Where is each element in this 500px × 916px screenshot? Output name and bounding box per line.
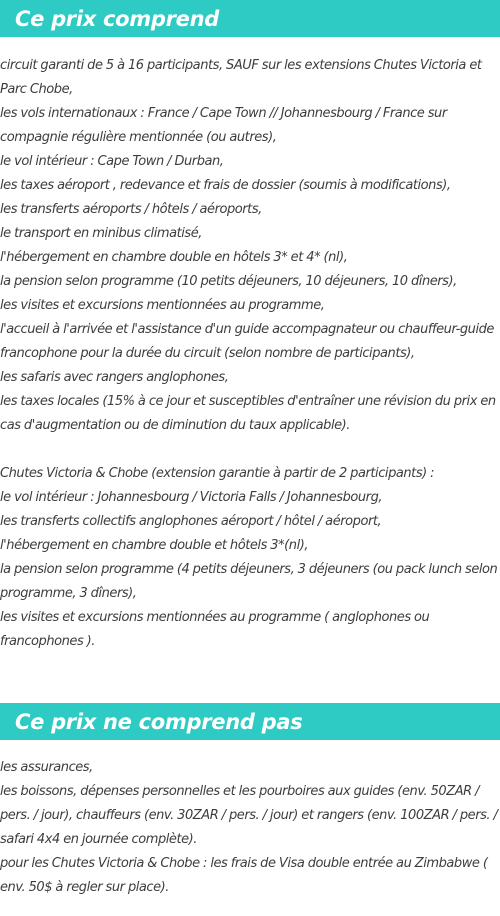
spacer — [0, 438, 500, 462]
included-list — [0, 54, 500, 654]
included-title: Ce prix comprend — [15, 6, 219, 31]
included-header — [0, 0, 500, 37]
list-item: pour les Chutes Victoria & Chobe : les frais de Visa double entrée au Zimbabwe ( env. 50$ à regler sur place). — [0, 856, 488, 895]
list-item: la pension selon programme (4 petits déjeuners, 3 déjeuners (ou pack lunch selon programme, 3 dîners), — [0, 562, 498, 601]
excluded-title: Ce prix ne comprend pas — [15, 709, 303, 734]
list-item: les transferts collectifs anglophones aéroport / hôtel / aéroport, — [0, 514, 382, 529]
list-item: l'hébergement en chambre double et hôtels 3*(nl), — [0, 538, 309, 553]
list-item: circuit garanti de 5 à 16 participants, SAUF sur les extensions Chutes Victoria et Parc Chobe, — [0, 58, 482, 97]
list-item: l'accueil à l'arrivée et l'assistance d'un guide accompagnateur ou chauffeur-guide francophone pour la durée du circuit (selon nombre de participants), — [0, 322, 494, 361]
extension-heading: Chutes Victoria & Chobe (extension garantie à partir de 2 participants) : — [0, 466, 435, 481]
list-item: les taxes locales (15% à ce jour et susceptibles d'entraîner une révision du prix en cas d'augmentation ou de diminution du taux applicable). — [0, 394, 496, 433]
list-item: les safaris avec rangers anglophones, — [0, 370, 229, 385]
list-item: les transferts aéroports / hôtels / aéroports, — [0, 202, 262, 217]
list-item: les visites et excursions mentionnées au programme, — [0, 298, 325, 313]
list-item: les assurances, — [0, 760, 93, 775]
list-item: le vol intérieur : Johannesbourg / Victoria Falls / Johannesbourg, — [0, 490, 383, 505]
list-item: le vol intérieur : Cape Town / Durban, — [0, 154, 224, 169]
list-item: l'hébergement en chambre double en hôtels 3* et 4* (nl), — [0, 250, 348, 265]
excluded-header — [0, 703, 500, 740]
list-item: les visites et excursions mentionnées au programme ( anglophones ou francophones ). — [0, 610, 430, 649]
list-item: la pension selon programme (10 petits déjeuners, 10 déjeuners, 10 dîners), — [0, 274, 457, 289]
list-item: les taxes aéroport , redevance et frais de dossier (soumis à modifications), — [0, 178, 451, 193]
list-item: les vols internationaux : France / Cape Town // Johannesbourg / France sur compagnie régulière mentionnée (ou autres), — [0, 106, 447, 145]
list-item: le transport en minibus climatisé, — [0, 226, 202, 241]
list-item: les boissons, dépenses personnelles et les pourboires aux guides (env. 50ZAR / pers. / jour), chauffeurs (env. 30ZAR / pers. / jour) et rangers (env. 100ZAR / pers. / safari 4x4 en journée complète). — [0, 784, 498, 847]
excluded-list — [0, 756, 500, 900]
